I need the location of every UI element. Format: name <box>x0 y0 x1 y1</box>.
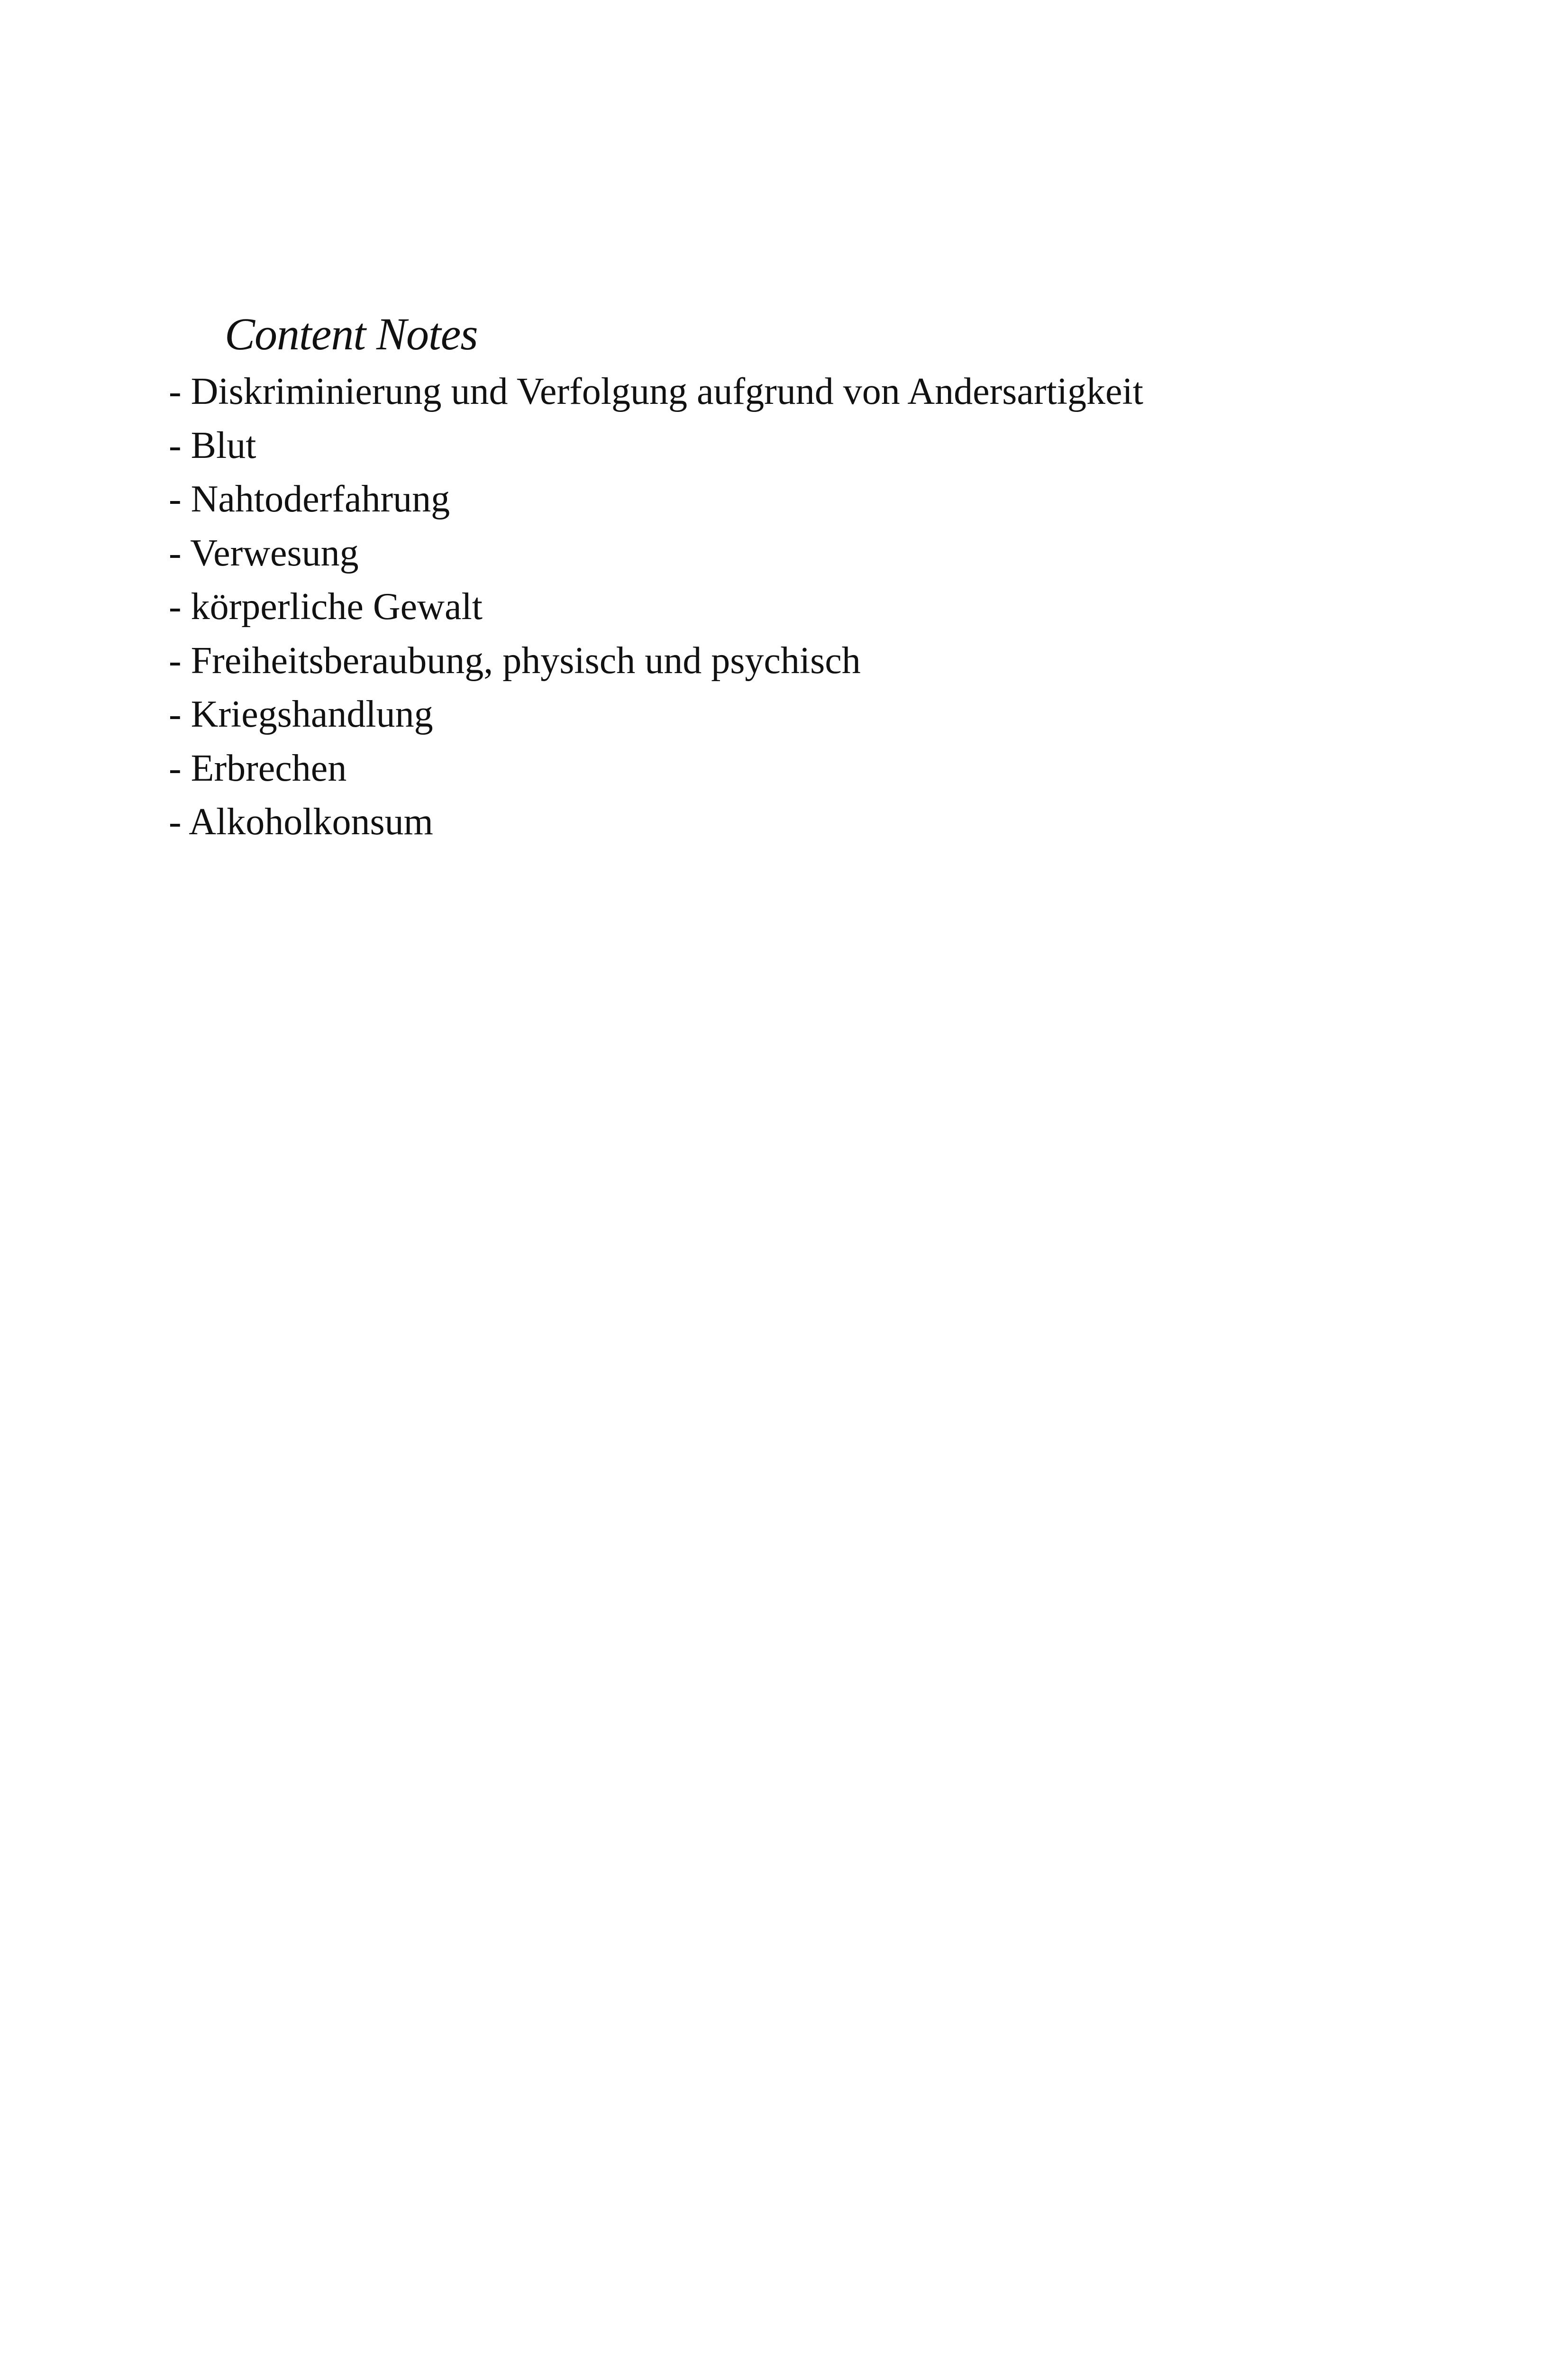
content-note-item: - körperliche Gewalt <box>169 586 483 628</box>
content-note-item: - Blut <box>169 424 256 466</box>
content-notes-heading: Content Notes <box>225 309 478 359</box>
content-note-item: - Freiheitsberaubung, physisch und psychisch <box>169 639 861 682</box>
content-note-item: - Erbrechen <box>169 747 347 789</box>
content-note-item: - Diskriminierung und Verfolgung aufgrund von Andersartigkeit <box>169 371 1143 412</box>
content-note-item: - Verwesung <box>169 532 359 574</box>
content-notes-list <box>169 365 1449 849</box>
content-notes-section <box>169 303 1449 849</box>
content-note-item: - Alkoholkonsum <box>169 801 433 843</box>
content-note-item: - Kriegshandlung <box>169 693 433 735</box>
content-note-item: - Nahtoderfahrung <box>169 478 450 520</box>
